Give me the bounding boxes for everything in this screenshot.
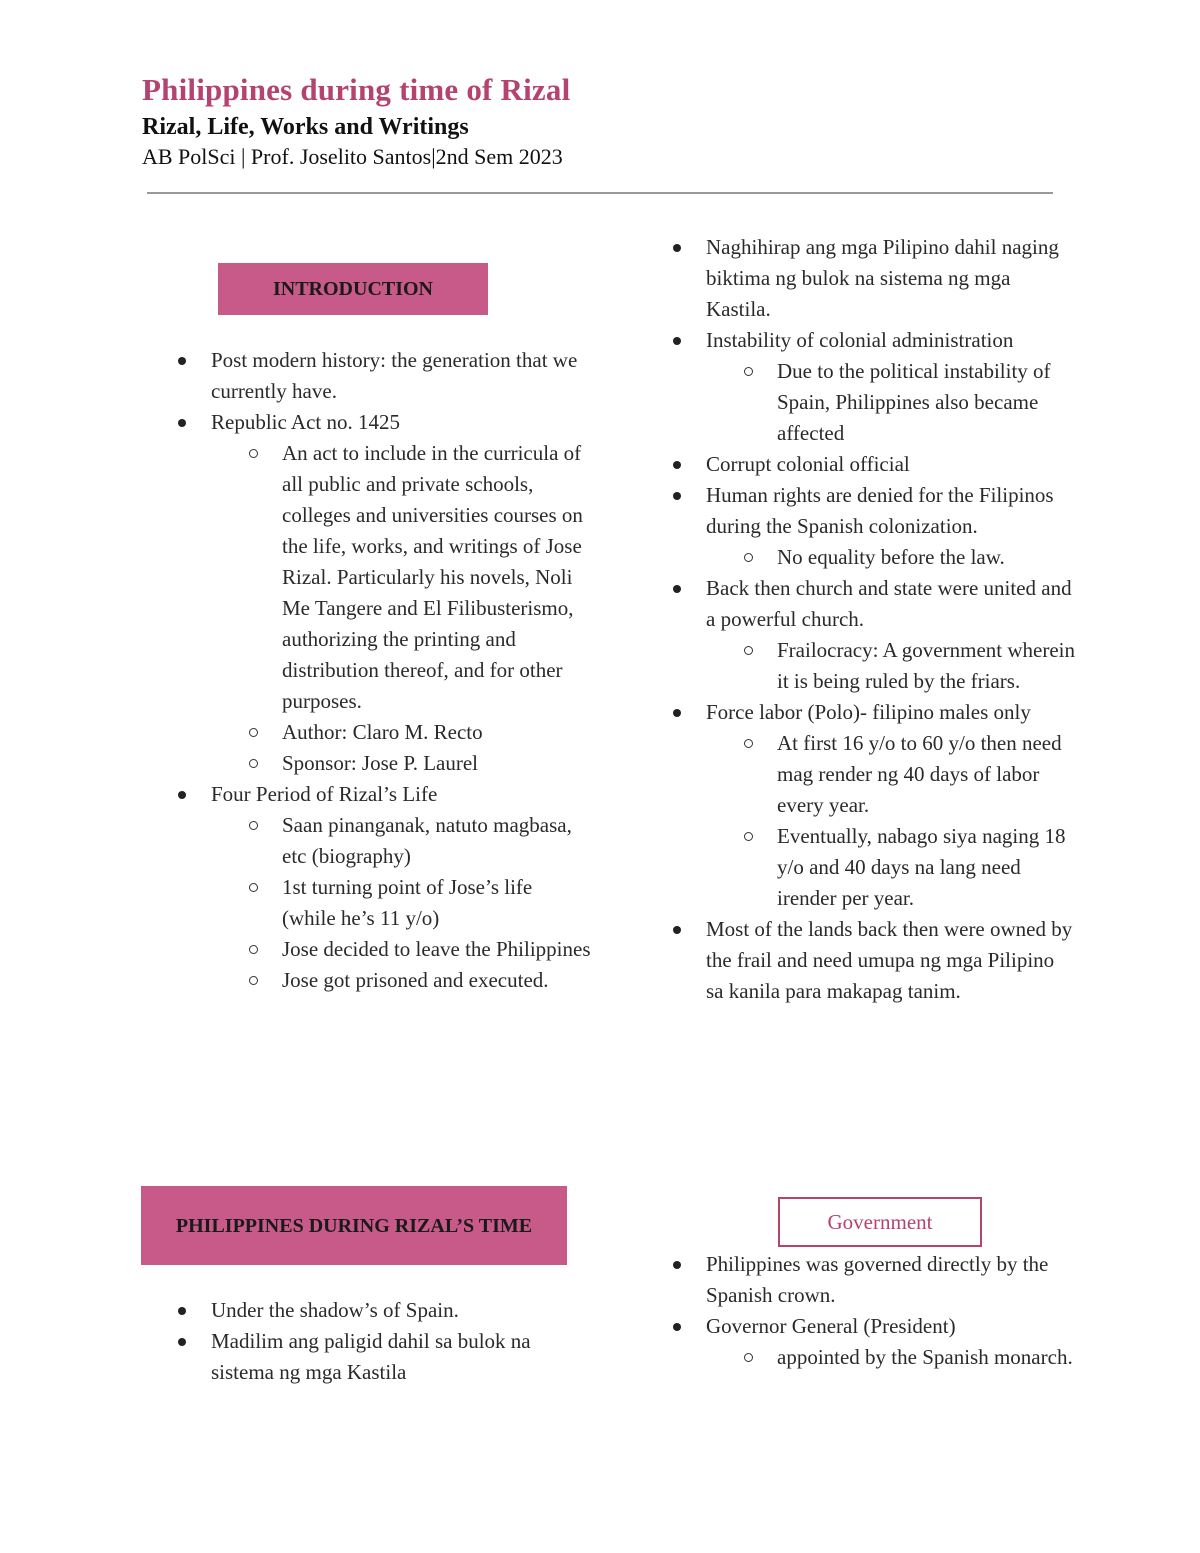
sub-list-item <box>141 872 591 934</box>
list-item <box>636 449 1076 480</box>
list-item-text: Saan pinanganak, natuto magbasa, etc (biography) <box>282 813 572 868</box>
hollow-bullet-icon <box>249 883 258 892</box>
introduction-heading: INTRODUCTION <box>218 263 488 315</box>
list-item <box>141 407 591 438</box>
sub-list-item <box>141 717 591 748</box>
sub-list-item <box>636 728 1076 821</box>
hollow-bullet-icon <box>249 449 258 458</box>
bullet-icon <box>178 1307 186 1315</box>
philippines-heading: PHILIPPINES DURING RIZAL’S TIME <box>141 1186 567 1265</box>
list-item-text: Back then church and state were united and a powerful church. <box>706 576 1072 631</box>
list-item <box>141 345 591 407</box>
list-item-text: Governor General (President) <box>706 1314 956 1338</box>
list-item <box>636 1311 1076 1342</box>
sub-list-item <box>636 356 1076 449</box>
list-item-text: Four Period of Rizal’s Life <box>211 782 438 806</box>
list-item-text: Madilim ang paligid dahil sa bulok na sistema ng mga Kastila <box>211 1329 531 1384</box>
list-item-text: Force labor (Polo)- filipino males only <box>706 700 1031 724</box>
header-divider <box>147 192 1053 194</box>
list-item-text: 1st turning point of Jose’s life (while he’s 11 y/o) <box>282 875 533 930</box>
sub-list-item <box>636 821 1076 914</box>
list-item-text: Jose decided to leave the Philippines <box>282 937 591 961</box>
page-title: Philippines during time of Rizal <box>142 72 571 107</box>
sub-list-item <box>636 542 1076 573</box>
hollow-bullet-icon <box>249 821 258 830</box>
sub-list-item <box>141 965 591 996</box>
list-item-text: Under the shadow’s of Spain. <box>211 1298 459 1322</box>
government-list <box>636 1249 1076 1373</box>
sub-list-item <box>141 934 591 965</box>
list-item-text: No equality before the law. <box>777 545 1005 569</box>
list-item-text: Republic Act no. 1425 <box>211 410 400 434</box>
list-item <box>141 779 591 810</box>
list-item <box>636 232 1076 325</box>
list-item-text: Sponsor: Jose P. Laurel <box>282 751 478 775</box>
list-item <box>141 1295 591 1326</box>
list-item-text: Frailocracy: A government wherein it is being ruled by the friars. <box>777 638 1075 693</box>
bullet-icon <box>673 244 681 252</box>
hollow-bullet-icon <box>744 1353 753 1362</box>
bullet-icon <box>673 709 681 717</box>
list-item-text: Most of the lands back then were owned by the frail and need umupa ng mga Pilipino sa kanila para makapag tanim. <box>706 917 1073 1003</box>
government-heading: Government <box>778 1197 982 1247</box>
list-item-text: Post modern history: the generation that we currently have. <box>211 348 578 403</box>
list-item <box>636 325 1076 356</box>
list-item-text: At first 16 y/o to 60 y/o then need mag render ng 40 days of labor every year. <box>777 731 1062 817</box>
list-item-text: Corrupt colonial official <box>706 452 910 476</box>
hollow-bullet-icon <box>744 553 753 562</box>
sub-list-item <box>636 1342 1076 1373</box>
list-item-text: Author: Claro M. Recto <box>282 720 483 744</box>
sub-list-item <box>141 810 591 872</box>
hollow-bullet-icon <box>744 367 753 376</box>
bullet-icon <box>178 357 186 365</box>
bullet-icon <box>673 585 681 593</box>
list-item-text: Human rights are denied for the Filipinos during the Spanish colonization. <box>706 483 1054 538</box>
introduction-list <box>141 345 591 996</box>
list-item-text: Instability of colonial administration <box>706 328 1014 352</box>
list-item-text: Jose got prisoned and executed. <box>282 968 549 992</box>
bullet-icon <box>673 1261 681 1269</box>
bullet-icon <box>673 337 681 345</box>
sub-list-item <box>141 438 591 717</box>
hollow-bullet-icon <box>249 976 258 985</box>
sub-list-item <box>636 635 1076 697</box>
bullet-icon <box>673 461 681 469</box>
list-item-text: Eventually, nabago siya naging 18 y/o and 40 days na lang need irender per year. <box>777 824 1066 910</box>
list-item <box>636 573 1076 635</box>
philippines-list <box>141 1295 591 1388</box>
list-item-text: An act to include in the curricula of all public and private schools, colleges and universities courses on the life, works, and writings of Jose Rizal. Particularly his novels, Noli Me Tangere and El Filibusterismo, authorizing the printing and distribution thereof, and for other purposes. <box>282 441 583 713</box>
hollow-bullet-icon <box>744 832 753 841</box>
bullet-icon <box>673 926 681 934</box>
list-item <box>636 697 1076 728</box>
hollow-bullet-icon <box>744 739 753 748</box>
list-item-text: Due to the political instability of Spain, Philippines also became affected <box>777 359 1051 445</box>
course-byline: AB PolSci | Prof. Joselito Santos|2nd Sem 2023 <box>142 144 563 169</box>
list-item <box>636 480 1076 542</box>
sub-list-item <box>141 748 591 779</box>
list-item <box>141 1326 591 1388</box>
list-item-text: Naghihirap ang mga Pilipino dahil naging biktima ng bulok na sistema ng mga Kastila. <box>706 235 1059 321</box>
list-item <box>636 1249 1076 1311</box>
hollow-bullet-icon <box>744 646 753 655</box>
hollow-bullet-icon <box>249 759 258 768</box>
philippines-list-continued <box>636 232 1076 1007</box>
bullet-icon <box>178 1338 186 1346</box>
list-item-text: Philippines was governed directly by the Spanish crown. <box>706 1252 1049 1307</box>
page-subtitle: Rizal, Life, Works and Writings <box>142 114 469 140</box>
bullet-icon <box>673 1323 681 1331</box>
list-item <box>636 914 1076 1007</box>
bullet-icon <box>178 791 186 799</box>
hollow-bullet-icon <box>249 945 258 954</box>
bullet-icon <box>673 492 681 500</box>
hollow-bullet-icon <box>249 728 258 737</box>
list-item-text: appointed by the Spanish monarch. <box>777 1345 1073 1369</box>
bullet-icon <box>178 419 186 427</box>
